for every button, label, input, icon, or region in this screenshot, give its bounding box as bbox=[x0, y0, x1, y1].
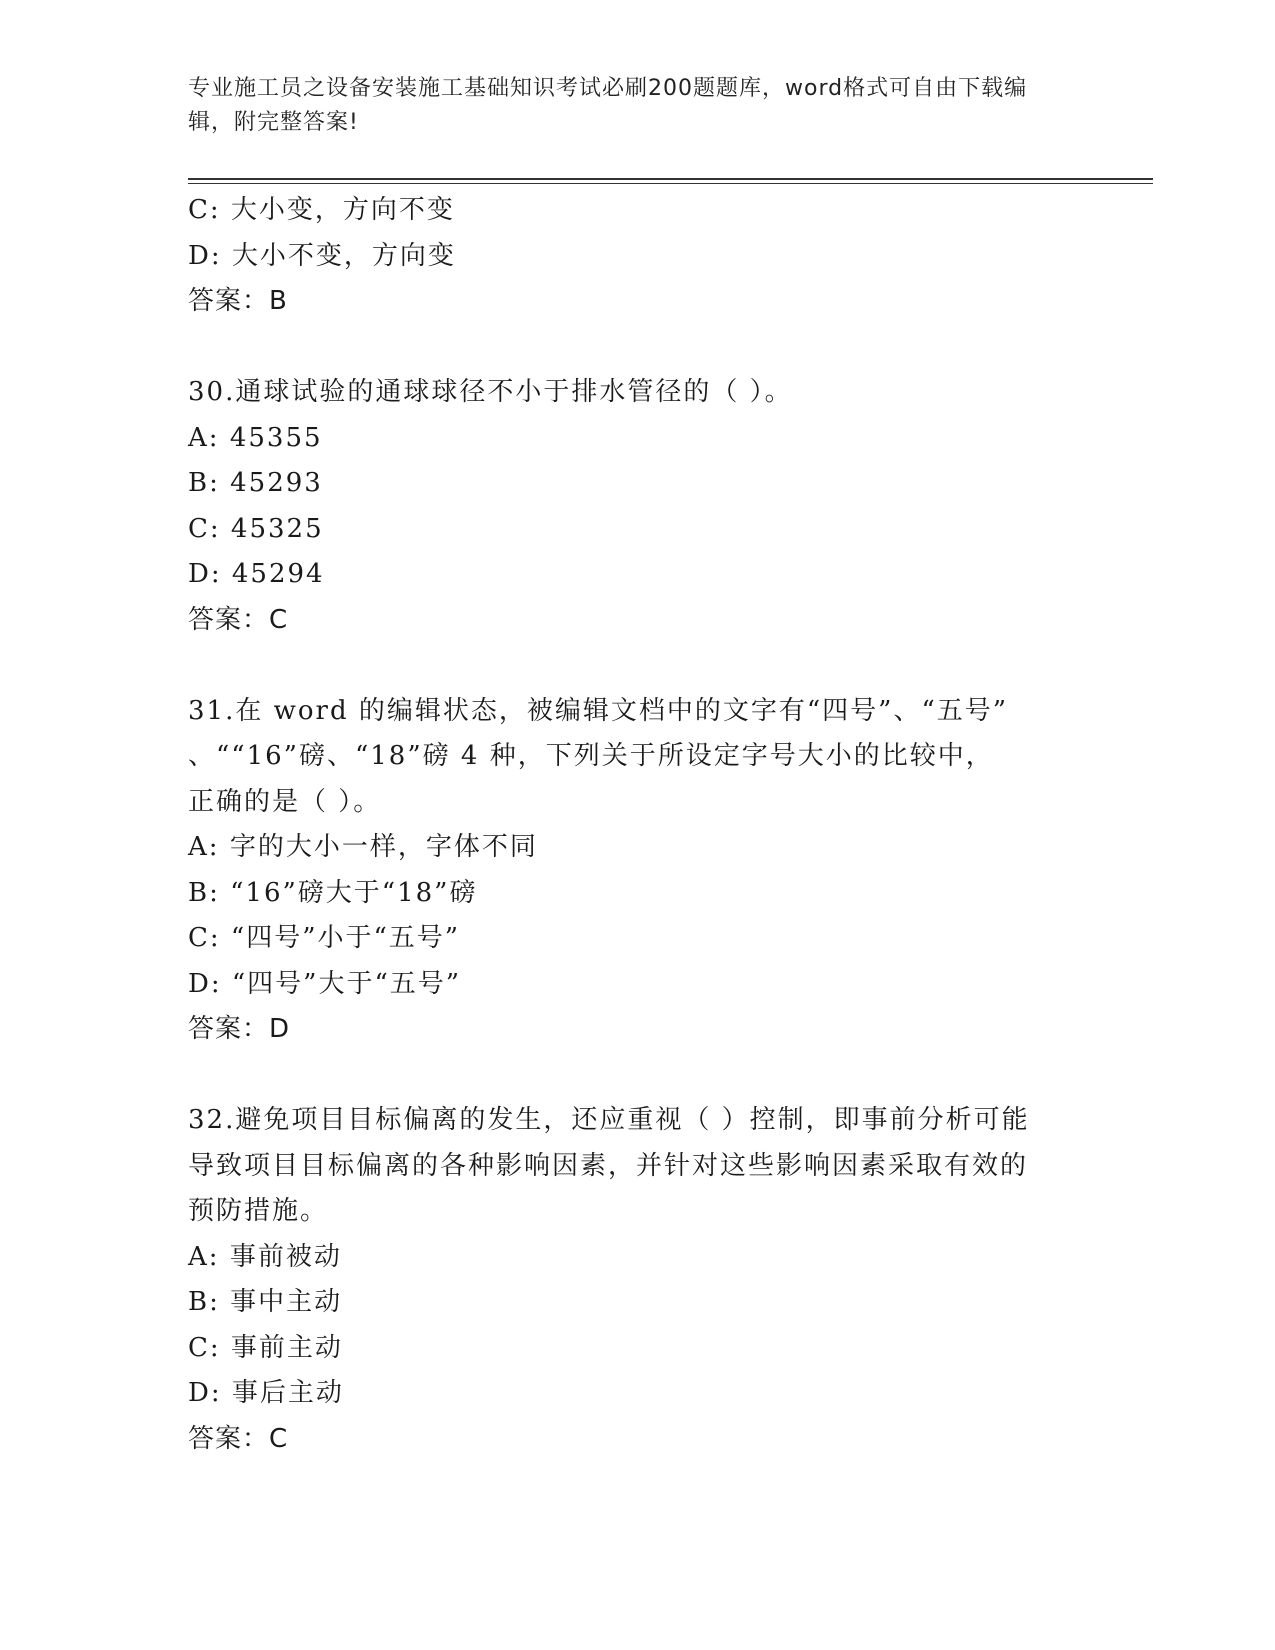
question-stem-line-1: 31.在 word 的编辑状态，被编辑文档中的文字有“四号”、“五号” bbox=[188, 695, 1009, 726]
option-c: C: 45325 bbox=[188, 513, 324, 544]
question-32 bbox=[188, 1098, 1068, 1462]
option-d: D: 45294 bbox=[188, 559, 325, 589]
option-a: A: 事前被动 bbox=[188, 1241, 342, 1272]
question-29-continued bbox=[188, 188, 1068, 325]
option-a: A: 字的大小一样，字体不同 bbox=[188, 832, 538, 862]
option-d: D: “四号”大于“五号” bbox=[188, 968, 462, 999]
option-c: C: “四号”小于“五号” bbox=[188, 923, 461, 953]
question-stem-line-3: 正确的是（ ）。 bbox=[188, 786, 382, 817]
header-title: 专业施工员之设备安装施工基础知识考试必刷200题题库，word格式可自由下载编辑，附完整答案! bbox=[188, 76, 1028, 135]
option-a: A: 45355 bbox=[188, 422, 323, 453]
option-d: D: 事后主动 bbox=[188, 1378, 344, 1408]
header-divider-thin bbox=[188, 183, 1153, 184]
answer-line: 答案：B bbox=[188, 286, 288, 316]
option-c: C: 大小变，方向不变 bbox=[188, 195, 455, 225]
question-list bbox=[188, 188, 1068, 1462]
option-b: B: “16”磅大于“18”磅 bbox=[188, 877, 478, 908]
header-divider-thick bbox=[188, 178, 1153, 180]
option-b: B: 事中主动 bbox=[188, 1287, 343, 1317]
document-header bbox=[188, 72, 1068, 140]
answer-line: 答案：C bbox=[188, 604, 289, 635]
answer-line: 答案：C bbox=[188, 1423, 289, 1454]
question-stem-line-1: 32.避免项目目标偏离的发生，还应重视（ ）控制，即事前分析可能 bbox=[188, 1105, 1030, 1135]
answer-line: 答案：D bbox=[188, 1014, 291, 1044]
question-stem-line-2: 导致项目目标偏离的各种影响因素，并针对这些影响因素采取有效的 bbox=[188, 1150, 1029, 1181]
question-stem-line-3: 预防措施。 bbox=[188, 1196, 329, 1226]
question-stem: 30.通球试验的通球球径不小于排水管径的（ ）。 bbox=[188, 377, 793, 407]
option-c: C: 事前主动 bbox=[188, 1332, 343, 1363]
question-31 bbox=[188, 689, 1068, 1053]
question-stem-line-2: 、““16”磅、“18”磅 4 种，下列关于所设定字号大小的比较中， bbox=[188, 741, 994, 771]
question-30 bbox=[188, 370, 1068, 643]
option-b: B: 45293 bbox=[188, 468, 323, 498]
option-d: D: 大小不变，方向变 bbox=[188, 240, 456, 271]
